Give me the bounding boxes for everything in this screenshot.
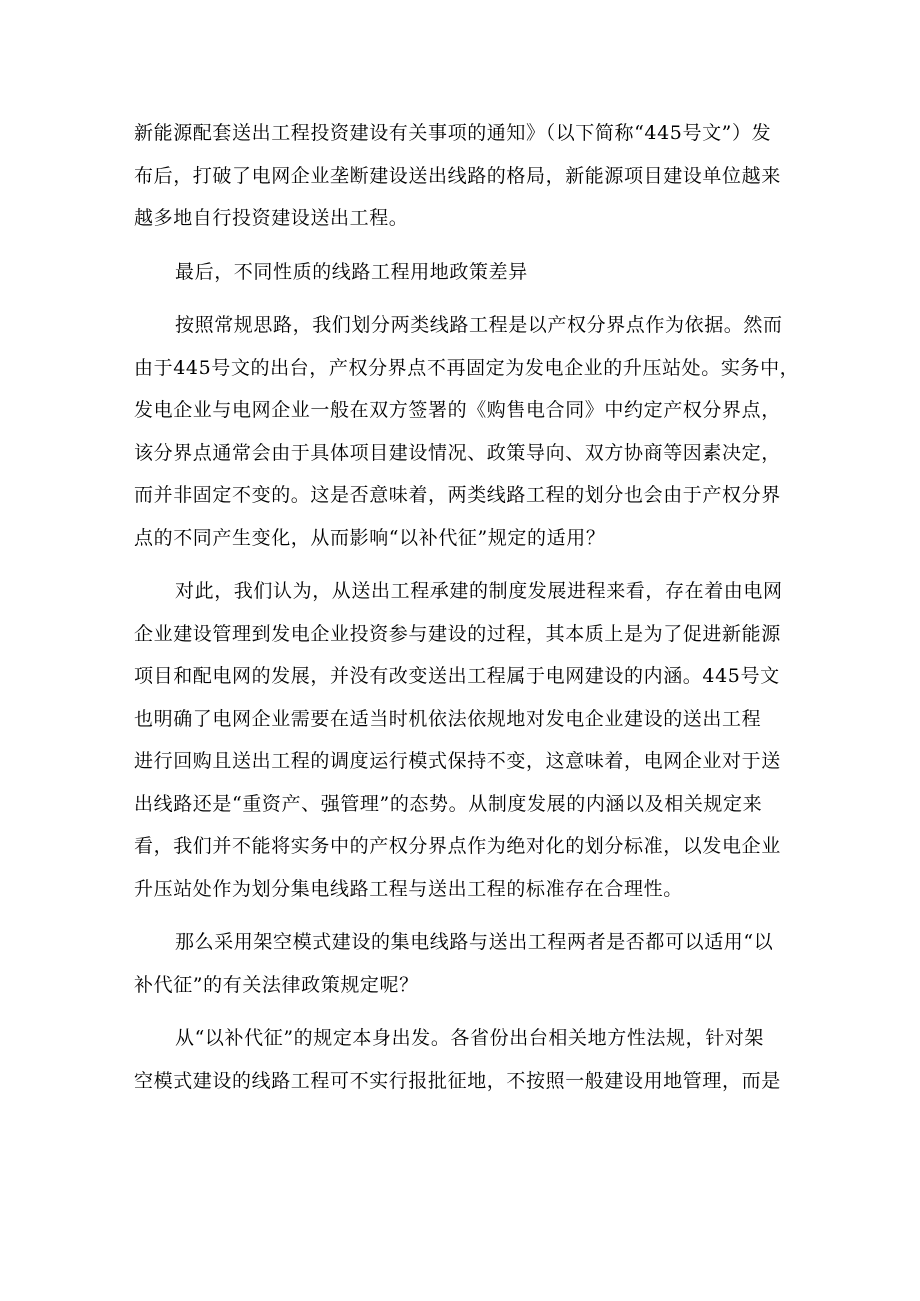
paragraph-6 <box>134 1017 814 1102</box>
paragraph-line: 点的不同产生变化，从而影响“以补代征”规定的适用？ <box>134 526 606 549</box>
paragraph-line: 对此，我们认为，从送出工程承建的制度发展进程来看，存在着由电网 <box>175 580 783 602</box>
paragraph-line: 项目和配电网的发展，并没有改变送出工程属于电网建设的内涵。445号文 <box>134 665 780 687</box>
paragraph-gap <box>134 293 814 304</box>
paragraph-gap <box>134 240 814 251</box>
paragraph-line: 也明确了电网企业需要在适当时机依法依规地对发电企业建设的送出工程 <box>134 707 762 730</box>
paragraph-line: 越多地自行投资建设送出工程。 <box>134 207 409 229</box>
paragraph-line: 企业建设管理到发电企业投资参与建设的过程，其本质上是为了促进新能源 <box>134 622 781 645</box>
paragraph-5 <box>134 921 814 1006</box>
paragraph-line: 该分界点通常会由于具体项目建设情况、政策导向、双方协商等因素决定， <box>134 441 781 464</box>
paragraph-4 <box>134 570 814 910</box>
paragraph-line: 布后，打破了电网企业垄断建设送出线路的格局，新能源项目建设单位越来 <box>134 164 781 187</box>
paragraph-line: 出线路还是“重资产、强管理”的态势。从制度发展的内涵以及相关规定来 <box>134 792 763 815</box>
heading-line: 最后，不同性质的线路工程用地政策差异 <box>175 260 528 283</box>
paragraph-line: 看，我们并不能将实务中的产权分界点作为绝对化的划分标准，以发电企业 <box>134 835 781 857</box>
paragraph-line: 按照常规思路，我们划分两类线路工程是以产权分界点作为依据。然而 <box>175 314 783 336</box>
paragraph-line: 由于445号文的出台，产权分界点不再固定为发电企业的升压站处。实务中， <box>134 356 800 379</box>
paragraph-line: 补代征”的有关法律政策规定呢？ <box>134 973 419 996</box>
paragraph-line: 新能源配套送出工程投资建设有关事项的通知》（以下简称“445号文”）发 <box>134 122 772 144</box>
paragraph-line: 空模式建设的线路工程可不实行报批征地，不按照一般建设用地管理，而是 <box>134 1069 781 1092</box>
document-body <box>134 112 814 1102</box>
paragraph-line: 发电企业与电网企业一般在双方签署的《购售电合同》中约定产权分界点， <box>134 399 781 421</box>
paragraph-3 <box>134 304 814 559</box>
paragraph-line: 那么采用架空模式建设的集电线路与送出工程两者是否都可以适用“以 <box>175 931 774 953</box>
paragraph-gap <box>134 1006 814 1017</box>
paragraph-line: 进行回购且送出工程的调度运行模式保持不变，这意味着，电网企业对于送 <box>134 750 781 772</box>
paragraph-1 <box>134 112 814 240</box>
paragraph-line: 而并非固定不变的。这是否意味着，两类线路工程的划分也会由于产权分界 <box>134 484 781 506</box>
section-heading <box>134 251 814 294</box>
paragraph-line: 从“以补代征”的规定本身出发。各省份出台相关地方性法规，针对架 <box>175 1027 765 1049</box>
paragraph-line: 升压站处作为划分集电线路工程与送出工程的标准存在合理性。 <box>134 877 683 900</box>
paragraph-gap <box>134 910 814 921</box>
paragraph-gap <box>134 559 814 570</box>
